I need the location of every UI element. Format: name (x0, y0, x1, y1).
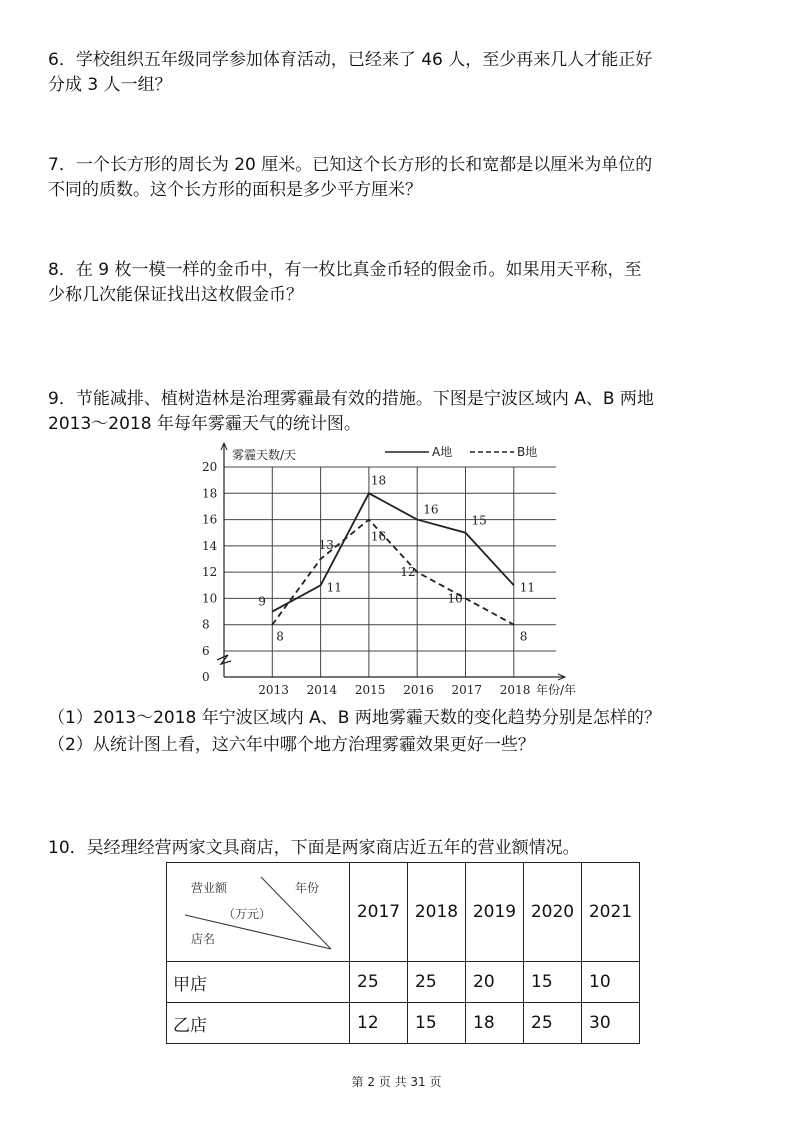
y-tick-label: 12 (202, 565, 218, 580)
data-label: 9 (258, 594, 266, 609)
corner-label-amount: 营业额 (191, 881, 228, 895)
table-cell: 18 (466, 1003, 524, 1044)
data-label: 16 (423, 502, 439, 517)
chart-labels (202, 444, 576, 697)
table-cell: 25 (350, 962, 408, 1003)
x-tick-label: 2018 (499, 683, 531, 697)
table-cell: 25 (524, 1003, 582, 1044)
x-axis-title: 年份/年 (536, 683, 577, 697)
y-tick-label: 16 (202, 512, 218, 527)
series-line-a (272, 493, 514, 611)
table-cell: 12 (350, 1003, 408, 1044)
table-header-year: 2021 (582, 863, 640, 962)
data-label: 10 (447, 591, 463, 606)
question-9-sub-2: （2）从统计图上看，这六年中哪个地方治理雾霾效果更好一些？ (48, 735, 535, 755)
data-label: 8 (276, 629, 284, 644)
table-header-year: 2020 (524, 863, 582, 962)
x-tick-label: 2017 (451, 683, 483, 697)
question-10 (48, 836, 748, 861)
table-row (167, 962, 640, 1003)
table-corner-cell (167, 863, 350, 962)
table-row (167, 1003, 640, 1044)
corner-label-unit: （万元） (223, 907, 272, 921)
question-9-line-1: 9．节能减排、植树造林是治理雾霾最有效的措施。下图是宁波区域内 A、B 两地 (48, 389, 654, 409)
data-label: 15 (471, 513, 487, 528)
sales-table (166, 862, 640, 1044)
page-footer: 第 2 页 共 31 页 (351, 1075, 442, 1089)
chart-grid (224, 467, 556, 677)
question-6 (48, 48, 748, 98)
y-tick-label: 0 (202, 670, 210, 684)
table-row-shop: 乙店 (167, 1003, 350, 1044)
question-6-line-2: 分成 3 人一组？ (48, 75, 172, 95)
y-tick-label: 20 (202, 460, 218, 474)
legend-label: A地 (432, 445, 453, 459)
table-cell: 10 (582, 962, 640, 1003)
table-header-year: 2019 (466, 863, 524, 962)
x-tick-label: 2016 (403, 683, 434, 697)
data-label: 8 (519, 629, 528, 644)
corner-label-year: 年份 (295, 881, 320, 895)
question-7 (48, 153, 748, 203)
question-9 (48, 387, 748, 437)
y-tick-label: 10 (202, 591, 218, 606)
table-row-shop: 甲店 (167, 962, 350, 1003)
corner-label-shop: 店名 (191, 932, 216, 946)
question-9-sub-1: （1）2013～2018 年宁波区域内 A、B 两地雾霾天数的变化趋势分别是怎样的？ (48, 708, 661, 728)
question-9-line-2: 2013～2018 年每年雾霾天气的统计图。 (48, 414, 361, 434)
question-8 (48, 258, 748, 308)
table-cell: 20 (466, 962, 524, 1003)
question-8-line-1: 8．在 9 枚一模一样的金币中，有一枚比真金币轻的假金币。如果用天平称，至 (48, 260, 642, 280)
question-10-line-1: 10．吴经理经营两家文具商店，下面是两家商店近五年的营业额情况。 (48, 838, 580, 858)
question-7-line-1: 7．一个长方形的周长为 20 厘米。已知这个长方形的长和宽都是以厘米为单位的 (48, 155, 653, 175)
smog-line-chart (190, 440, 600, 705)
data-label: 11 (326, 580, 342, 595)
data-label: 11 (519, 580, 536, 595)
question-6-line-1: 6．学校组织五年级同学参加体育活动，已经来了 46 人，至少再来几人才能正好 (48, 50, 653, 70)
table-header-row (167, 863, 640, 962)
table-header-year: 2017 (350, 863, 408, 962)
table-cell: 30 (582, 1003, 640, 1044)
table-cell: 25 (408, 962, 466, 1003)
x-tick-label: 2013 (258, 683, 289, 697)
y-tick-label: 14 (202, 538, 218, 553)
table-cell: 15 (524, 962, 582, 1003)
data-label: 16 (370, 529, 387, 544)
y-tick-label: 6 (202, 644, 210, 658)
legend-label: B地 (517, 445, 538, 459)
y-axis-title: 雾霾天数/天 (232, 448, 297, 462)
chart-axes (217, 443, 565, 680)
table-cell: 15 (408, 1003, 466, 1044)
axis-break-mark (217, 655, 231, 664)
question-8-line-2: 少称几次能保证找出这枚假金币？ (48, 285, 303, 305)
question-7-line-2: 不同的质数。这个长方形的面积是多少平方厘米？ (48, 180, 422, 200)
data-label: 18 (370, 473, 387, 488)
data-label: 13 (318, 538, 334, 552)
x-tick-label: 2015 (354, 683, 386, 697)
data-label: 12 (400, 565, 416, 580)
table-header-year: 2018 (408, 863, 466, 962)
y-tick-label: 18 (202, 486, 218, 501)
x-tick-label: 2014 (306, 683, 338, 697)
y-tick-label: 8 (202, 617, 210, 632)
